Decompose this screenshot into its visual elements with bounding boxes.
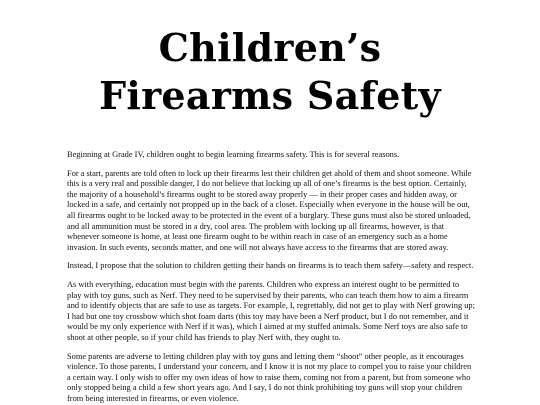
paragraph-education: As with everything, education must begin with the parents. Children who express an interest ought to be permitted to play with toy guns, such as Nerf. They need to be supervised by their parents, who can teach them how to aim a firearm and to identify objects that are safe to use as targets. For example, I, regrettably, did not get to play with Nerf growing up; I had but one toy crossbow which shot foam darts (this toy may have been a Nerf product, but I do not remember, and it would be my only experience with Nerf if it was), which I aimed at my stuffed animals. Some Nerf toys are also safe to shoot at other people, so if your child has friends to play Nerf with, they ought to. (67, 279, 475, 342)
paragraph-toy-guns: Some parents are adverse to letting children play with toy guns and letting them “shoot” other people, as it encourages violence. To those parents, I understand your concern, and I know it is not my place to compel you to raise your children a certain way. I only wish to offer my own ideas of how to raise them, coming not from a parent, but from someone who only stopped being a child a few short years ago. And I say, I do not think prohibiting toy guns will stop your children from being interested in firearms, or even violence. (67, 351, 472, 403)
paragraph-proposal: Instead, I propose that the solution to children getting their hands on firearms is to teach them safety—safety and respect. (67, 261, 474, 271)
article-body (67, 150, 475, 405)
title-line-1: Children’s (158, 25, 382, 70)
document-title (0, 24, 540, 120)
paragraph-storage: For a start, parents are told often to lock up their firearms lest their children get ahold of them and shoot someone. While this is a very real and possible danger, I do not believe that locking up all of one’s firearms is the best option. Certainly, the majority of a household’s firearms ought to be stored away properly — in their proper cases and hidden away, or locked in a safe, and certainly not propped up in the back of a closet. Especially when everyone in the house will be out, all firearms ought to be locked away to be protected in the event of a burglary. These guns must also be stored unloaded, and all ammunition must be stored in a dry, cool area. The problem with locking up all firearms, however, is that whenever someone is home, at least one firearm ought to be within reach in case of an emergency such as a home invasion. In such events, seconds matter, and one will not always have access to the firearms that are stored away. (67, 168, 472, 252)
paragraph-intro: Beginning at Grade IV, children ought to begin learning firearms safety. This is for several reasons. (67, 150, 400, 159)
title-line-2: Firearms Safety (99, 73, 441, 118)
